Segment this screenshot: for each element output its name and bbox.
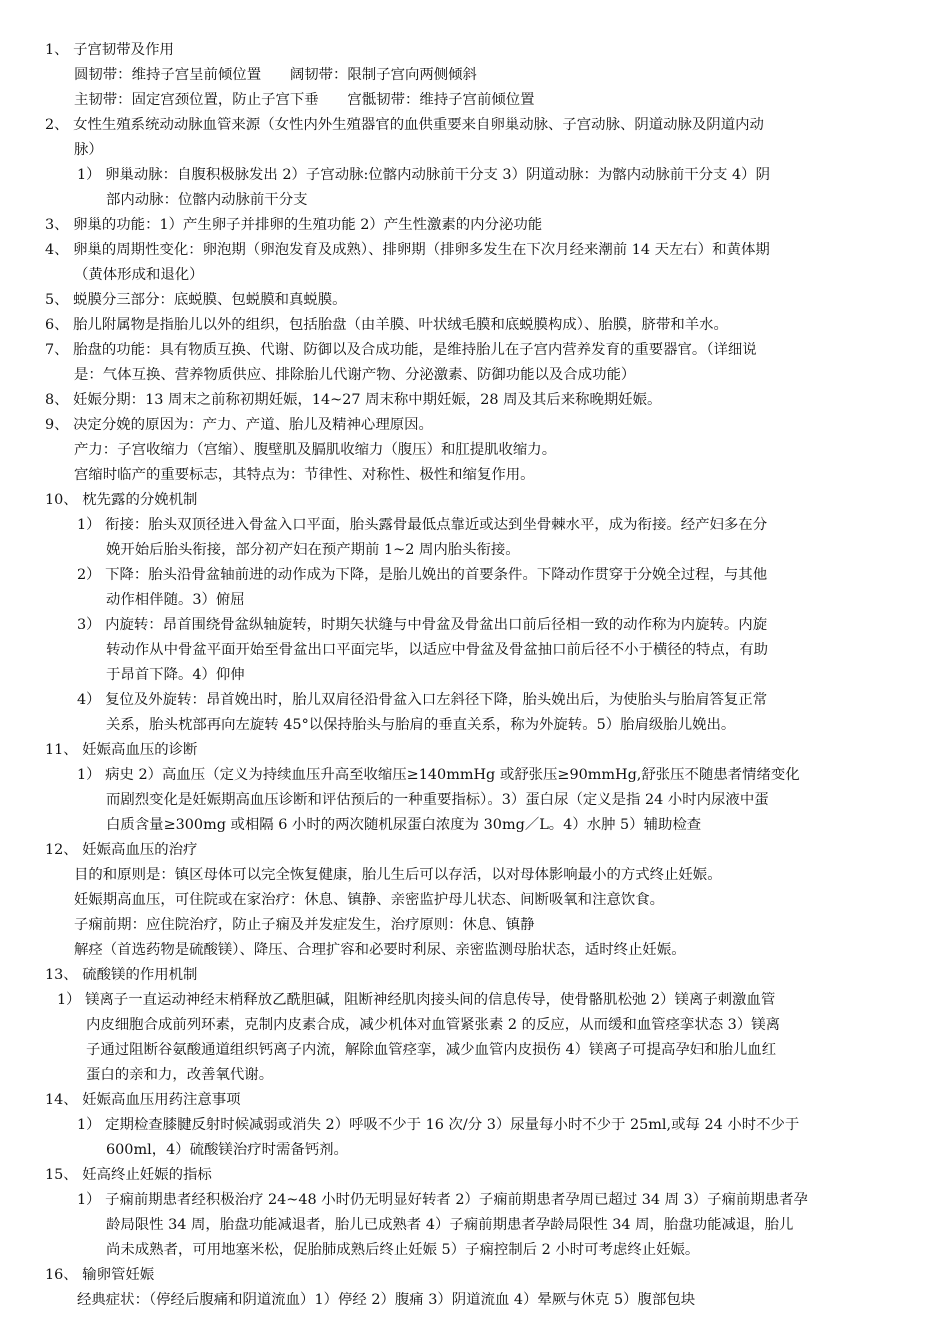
heading-4: 4、 卵巢的周期性变化：卵泡期（卵泡发育及成熟）、排卵期（排卵多发生在下次月经来潮前 14 天左右）和黄体期 bbox=[45, 242, 770, 258]
heading-11: 11、 妊娠高血压的诊断 bbox=[45, 742, 198, 758]
list-item: 1） 镁离子一直运动神经末梢释放乙酰胆碱，阻断神经肌肉接头间的信息传导，使骨骼肌松弛 2）镁离子刺激血管 bbox=[57, 992, 776, 1008]
heading-3: 3、 卵巢的功能：1）产生卵子并排卵的生殖功能 2）产生性激素的内分泌功能 bbox=[45, 217, 543, 233]
text-line: 蛋白的亲和力，改善氧代谢。 bbox=[86, 1067, 274, 1083]
text-line: 宫缩时临产的重要标志，其特点为：节律性、对称性、极性和缩复作用。 bbox=[74, 467, 535, 483]
text-line: 内皮细胞合成前列环素，克制内皮素合成，减少机体对血管紧张素 2 的反应，从而缓和血管痉挛状态 3）镁离 bbox=[86, 1017, 781, 1033]
list-item: 1） 卵巢动脉：自腹积极脉发出 2）子宫动脉:位髂内动脉前干分支 3）阴道动脉：为髂内动脉前干分支 4）阴 bbox=[77, 167, 770, 183]
text-line: 于昂首下降。4）仰伸 bbox=[106, 667, 245, 683]
text-line: 转动作从中骨盆平面开始至骨盆出口平面完毕，以适应中骨盆及骨盆抽口前后径不小于横径的特点，有助 bbox=[106, 642, 768, 658]
list-item: 1） 衔接：胎头双顶径进入骨盆入口平面，胎头露骨最低点靠近或达到坐骨棘水平，成为衔接。经产妇多在分 bbox=[77, 517, 768, 533]
text-line: 关系，胎头枕部再向左旋转 45°以保持胎头与胎肩的垂直关系，称为外旋转。5）胎肩级胎儿娩出。 bbox=[106, 717, 736, 733]
heading-9: 9、 决定分娩的原因为：产力、产道、胎儿及精神心理原因。 bbox=[45, 417, 433, 433]
list-item: 4） 复位及外旋转：昂首娩出时，胎儿双肩径沿骨盆入口左斜径下降，胎头娩出后，为使胎头与胎肩答复正常 bbox=[77, 692, 768, 708]
text-line: 龄局限性 34 周，胎盘功能减退者，胎儿已成熟者 4）子痫前期患者孕龄局限性 34 周，胎盘功能减退，胎儿 bbox=[106, 1217, 794, 1233]
heading-16: 16、 输卵管妊娠 bbox=[45, 1267, 155, 1283]
heading-10: 10、 枕先露的分娩机制 bbox=[45, 492, 198, 508]
heading-8: 8、 妊娠分期：13 周末之前称初期妊娠，14~27 周末称中期妊娠，28 周及其后来称晚期妊娠。 bbox=[45, 392, 662, 408]
text-line: 600ml，4）硫酸镁治疗时需备钙剂。 bbox=[106, 1142, 348, 1158]
text-line: 而剧烈变化是妊娠期高血压诊断和评估预后的一种重要指标）。3）蛋白尿（定义是指 24 小时内尿液中蛋 bbox=[106, 792, 769, 808]
text-line: 子痫前期：应住院治疗，防止子痫及并发症发生，治疗原则：休息、镇静 bbox=[74, 917, 535, 933]
text-line: 脉） bbox=[74, 142, 103, 158]
list-item: 1） 定期检查膝腱反射时候减弱或消失 2）呼吸不少于 16 次/分 3）尿量每小时不少于 25ml,或每 24 小时不少于 bbox=[77, 1117, 800, 1133]
heading-1: 1、 子宫韧带及作用 bbox=[45, 42, 174, 58]
text-line: 目的和原则是：镇区母体可以完全恢复健康，胎儿生后可以存活，以对母体影响最小的方式终止妊娠。 bbox=[74, 867, 722, 883]
heading-15: 15、 妊高终止妊娠的指标 bbox=[45, 1167, 212, 1183]
text-line: 圆韧带：维持子宫呈前倾位置 阔韧带：限制子宫向两侧倾斜 bbox=[74, 67, 477, 83]
text-line: 妊娠期高血压，可住院或在家治疗：休息、镇静、亲密监护母儿状态、间断吸氧和注意饮食。 bbox=[74, 892, 665, 908]
list-item: 3） 内旋转：昂首围绕骨盆纵轴旋转，时期矢状缝与中骨盆及骨盆出口前后径相一致的动作称为内旋转。内旋 bbox=[77, 617, 768, 633]
list-item: 1） 病史 2）高血压（定义为持续血压升高至收缩压≥140mmHg 或舒张压≥90mmHg,舒张压不随患者情绪变化 bbox=[77, 767, 800, 783]
text-line: 主韧带：固定宫颈位置，防止子宫下垂 宫骶韧带：维持子宫前倾位置 bbox=[74, 92, 535, 108]
list-item: 2） 下降：胎头沿骨盆轴前进的动作成为下降，是胎儿娩出的首要条件。下降动作贯穿于分娩全过程，与其他 bbox=[77, 567, 768, 583]
heading-14: 14、 妊娠高血压用药注意事项 bbox=[45, 1092, 241, 1108]
text-line: （黄体形成和退化） bbox=[74, 267, 204, 283]
text-line: 娩开始后胎头衔接，部分初产妇在预产期前 1~2 周内胎头衔接。 bbox=[106, 542, 520, 558]
text-line: 经典症状：（停经后腹痛和阴道流血）1）停经 2）腹痛 3）阴道流血 4）晕厥与休克 5）腹部包块 bbox=[77, 1292, 696, 1308]
text-line: 尚未成熟者，可用地塞米松，促胎肺成熟后终止妊娠 5）子痫控制后 2 小时可考虑终止妊娠。 bbox=[106, 1242, 700, 1258]
list-item: 1） 子痫前期患者经积极治疗 24~48 小时仍无明显好转者 2）子痫前期患者孕周已超过 34 周 3）子痫前期患者孕 bbox=[77, 1192, 808, 1208]
heading-6: 6、 胎儿附属物是指胎儿以外的组织，包括胎盘（由羊膜、叶状绒毛膜和底蜕膜构成）、胎膜，脐带和羊水。 bbox=[45, 317, 728, 333]
text-line: 部内动脉：位髂内动脉前干分支 bbox=[106, 192, 308, 208]
heading-5: 5、 蜕膜分三部分：底蜕膜、包蜕膜和真蜕膜。 bbox=[45, 292, 347, 308]
heading-2: 2、 女性生殖系统动动脉血管来源（女性内外生殖器官的血供重要来自卵巢动脉、子宫动脉、阴道动脉及阴道内动 bbox=[45, 117, 764, 133]
heading-12: 12、 妊娠高血压的治疗 bbox=[45, 842, 198, 858]
text-line: 是：气体互换、营养物质供应、排除胎儿代谢产物、分泌激素、防御功能以及合成功能） bbox=[74, 367, 636, 383]
text-line: 动作相伴随。3）俯屈 bbox=[106, 592, 245, 608]
text-line: 产力：子宫收缩力（宫缩）、腹壁肌及膈肌收缩力（腹压）和肛提肌收缩力。 bbox=[74, 442, 557, 458]
text-line: 子通过阻断谷氨酸通道组织钙离子内流，解除血管痉挛，减少血管内皮损伤 4）镁离子可提高孕妇和胎儿血红 bbox=[86, 1042, 777, 1058]
text-line: 白质含量≥300mg 或相隔 6 小时的两次随机尿蛋白浓度为 30mg／L。4）水肿 5）辅助检查 bbox=[106, 817, 702, 833]
heading-13: 13、 硫酸镁的作用机制 bbox=[45, 967, 198, 983]
text-line: 解痉（首选药物是硫酸镁）、降压、合理扩容和必要时利尿、亲密监测母胎状态，适时终止妊娠。 bbox=[74, 942, 686, 958]
heading-7: 7、 胎盘的功能：具有物质互换、代谢、防御以及合成功能，是维持胎儿在子宫内营养发育的重要器官。（详细说 bbox=[45, 342, 757, 358]
